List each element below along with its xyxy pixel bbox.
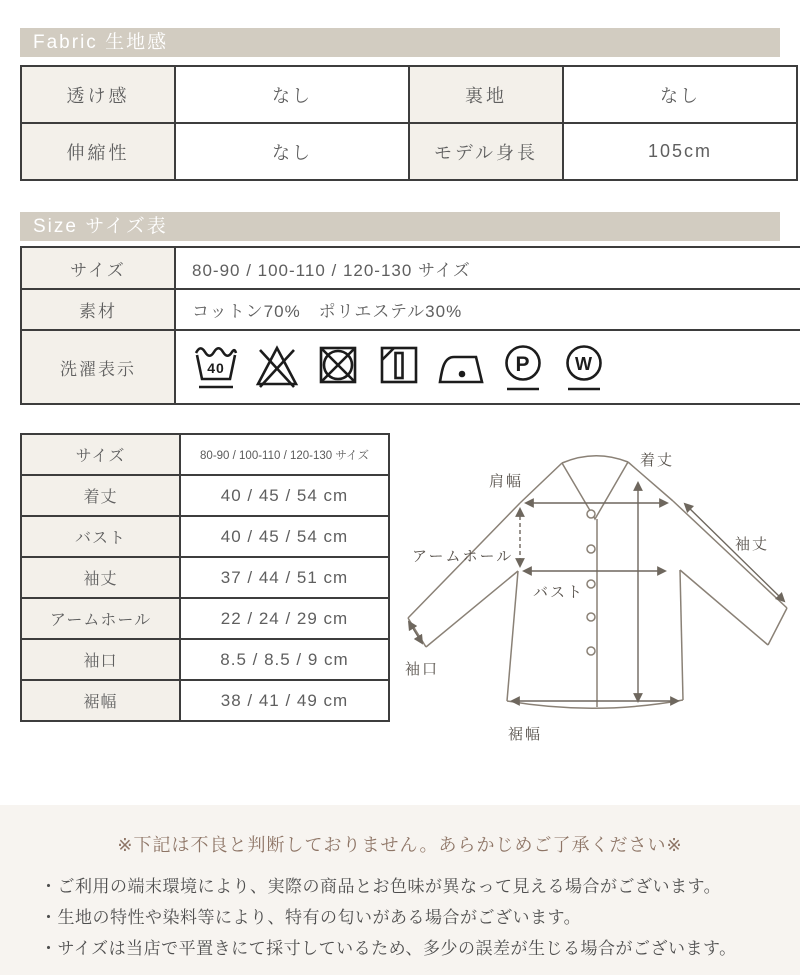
table-row [21, 639, 389, 680]
svg-text:W: W [575, 354, 593, 374]
shoulder-width-label: 肩幅 [488, 473, 523, 490]
table-row [21, 434, 389, 475]
fabric-table [20, 65, 798, 181]
measure-value-armhole: 22 / 24 / 29 cm [180, 598, 389, 639]
fabric-label-lining: 裏地 [409, 66, 563, 123]
measure-label-hem: 裾幅 [21, 680, 180, 721]
fabric-value-lining: なし [563, 66, 797, 123]
measure-value-sleeve: 37 / 44 / 51 cm [180, 557, 389, 598]
disclaimer-section [0, 805, 800, 975]
table-row [21, 247, 800, 289]
table-row [21, 516, 389, 557]
list-item: ・サイズは当店で平置きにて採寸しているため、多少の誤差が生じる場合がございます。 [40, 939, 737, 958]
length-label: 着丈 [640, 452, 675, 469]
fabric-value-stretch: なし [175, 123, 409, 180]
no-bleach-icon [253, 341, 301, 393]
bust-label: バスト [533, 584, 585, 601]
wash-40-gentle-icon [192, 341, 240, 393]
measurement-section [20, 433, 780, 758]
measure-header-label: サイズ [21, 434, 180, 475]
measure-value-cuff: 8.5 / 8.5 / 9 cm [180, 639, 389, 680]
table-row [21, 557, 389, 598]
shade-line-dry-icon [375, 341, 423, 393]
shirt-measurement-diagram [400, 433, 800, 758]
material-value: コットン70% ポリエステル30% [175, 289, 800, 330]
cuff-arrow [409, 622, 422, 643]
measure-value-hem: 38 / 41 / 49 cm [180, 680, 389, 721]
size-label: サイズ [21, 247, 175, 289]
care-icons-cell [175, 330, 800, 404]
hem-width-label: 裾幅 [508, 726, 543, 743]
svg-text:40: 40 [207, 360, 225, 376]
list-item: ・生地の特性や染料等により、特有の匂いがある場合がございます。 [40, 908, 582, 927]
material-label: 素材 [21, 289, 175, 330]
disclaimer-list [40, 871, 800, 964]
table-row [21, 66, 797, 123]
fabric-section-header: Fabric 生地感 [20, 28, 780, 57]
table-row [21, 289, 800, 330]
list-item: ・ご利用の端末環境により、実際の商品とお色味が異なって見える場合がございます。 [40, 877, 722, 896]
sleeve-length-label: 袖丈 [735, 536, 770, 553]
dry-clean-p-gentle-icon [499, 341, 547, 393]
disclaimer-heading: ※下記は不良と判断しておりません。あらかじめご了承ください※ [117, 835, 683, 855]
fabric-label-sheerness: 透け感 [21, 66, 175, 123]
care-label: 洗濯表示 [21, 330, 175, 404]
size-value: 80-90 / 100-110 / 120-130 サイズ [175, 247, 800, 289]
armhole-label: アームホール [412, 548, 514, 565]
fabric-label-stretch: 伸縮性 [21, 123, 175, 180]
care-icons-row [192, 339, 800, 395]
measure-label-bust: バスト [21, 516, 180, 557]
size-table [20, 246, 800, 405]
no-tumble-dry-icon [314, 341, 362, 393]
fabric-value-model-height: 105cm [563, 123, 797, 180]
measure-label-cuff: 袖口 [21, 639, 180, 680]
table-row [21, 475, 389, 516]
size-section-header: Size サイズ表 [20, 212, 780, 241]
measure-label-armhole: アームホール [21, 598, 180, 639]
shirt-outline [408, 456, 787, 709]
measure-header-value: 80-90 / 100-110 / 120-130 サイズ [180, 434, 389, 475]
fabric-label-model-height: モデル身長 [409, 123, 563, 180]
fabric-value-sheerness: なし [175, 66, 409, 123]
cuff-label: 袖口 [405, 661, 440, 678]
measure-value-length: 40 / 45 / 54 cm [180, 475, 389, 516]
svg-text:P: P [515, 353, 531, 376]
measurement-table [20, 433, 390, 722]
wet-clean-gentle-icon [560, 341, 608, 393]
table-row [21, 680, 389, 721]
measure-value-bust: 40 / 45 / 54 cm [180, 516, 389, 557]
table-row [21, 330, 800, 404]
measure-label-length: 着丈 [21, 475, 180, 516]
iron-low-icon [436, 341, 486, 393]
table-row [21, 123, 797, 180]
measure-label-sleeve: 袖丈 [21, 557, 180, 598]
table-row [21, 598, 389, 639]
